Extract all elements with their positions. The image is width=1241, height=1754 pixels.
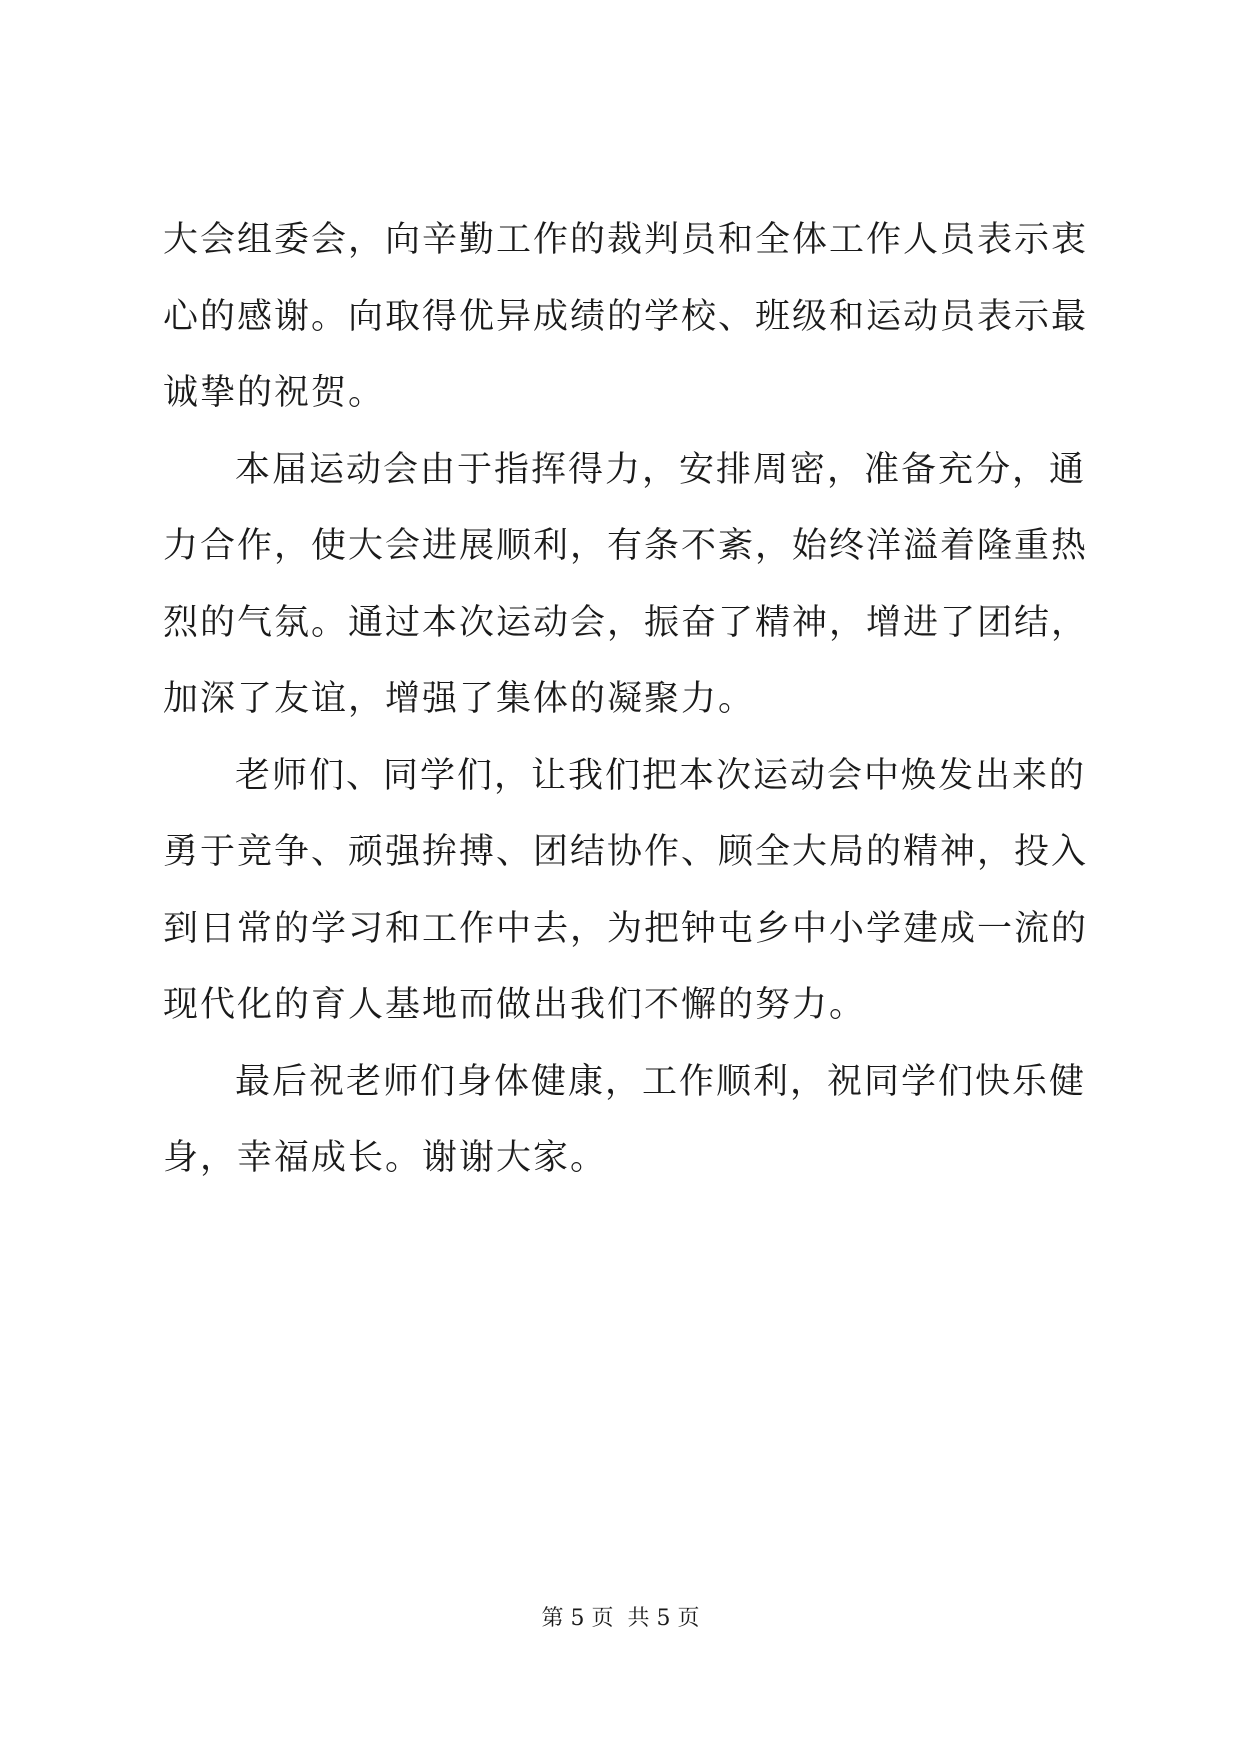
paragraph-3: 老师们、同学们，让我们把本次运动会中焕发出来的勇于竞争、顽强拚搏、团结协作、顾全大局的精神，投入到日常的学习和工作中去，为把钟屯乡中小学建成一流的现代化的育人基地而做出我们不懈的努力。 [163,755,1089,1025]
page-number: 第 5 页 [541,1606,614,1631]
paragraph-4: 最后祝老师们身体健康，工作顺利，祝同学们快乐健身，幸福成长。谢谢大家。 [163,1061,1087,1178]
page-total: 共 5 页 [627,1606,700,1631]
paragraph-2: 本届运动会由于指挥得力，安排周密，准备充分，通力合作，使大会进展顺利，有条不紊，始终洋溢着隆重热烈的气氛。通过本次运动会，振奋了精神，增进了团结，加深了友谊，增强了集体的凝聚力。 [163,449,1089,719]
document-body [163,202,1093,1197]
paragraph-1: 大会组委会，向辛勤工作的裁判员和全体工作人员表示衷心的感谢。向取得优异成绩的学校、班级和运动员表示最诚挚的祝贺。 [163,220,1089,413]
page-footer [0,1604,1241,1634]
